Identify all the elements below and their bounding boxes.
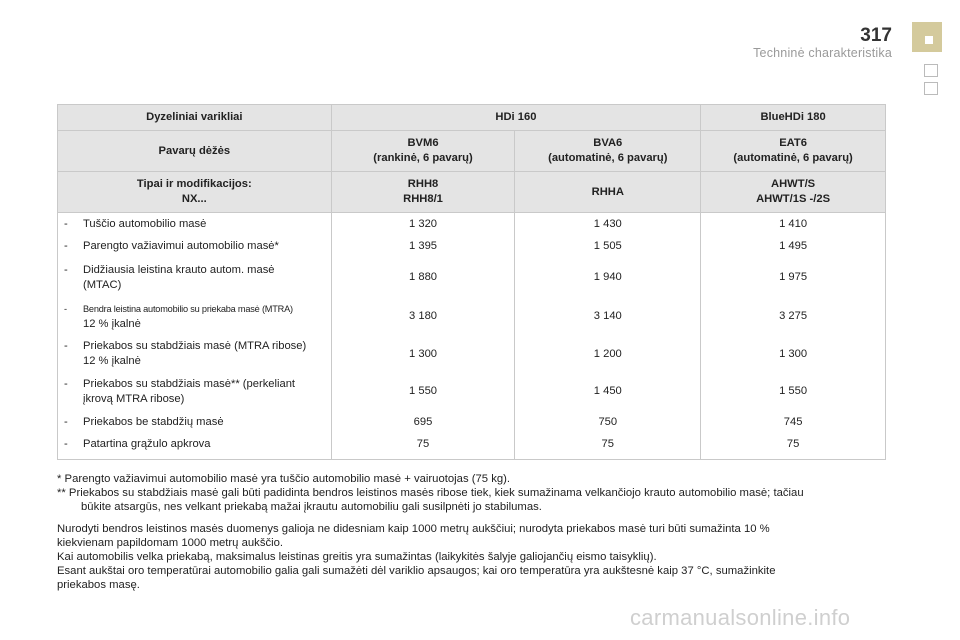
value-cell: 1 550	[331, 373, 515, 411]
table-row	[58, 258, 886, 298]
row-label-text: Priekabos be stabdžių masė	[83, 415, 224, 428]
type-code: AHWT/1S -/2S	[756, 193, 831, 205]
row-label	[58, 336, 332, 373]
type-code: RHH8	[407, 178, 439, 190]
table-header-row	[58, 105, 886, 131]
value-cell: 1 300	[701, 336, 886, 373]
table-row	[58, 434, 886, 460]
table-row	[58, 236, 886, 258]
gearbox-code: EAT6	[779, 137, 807, 149]
type-cell: RHHA	[515, 172, 701, 213]
row-label	[58, 258, 332, 298]
paragraph-line: Esant aukštai oro temperatūrai automobilio galia gali sumažėti dėl variklio apsaugos; kai oro temperatūra yra aukštesnė kaip 37 °C, sumažinkite	[57, 565, 776, 577]
value-cell: 1 505	[515, 236, 701, 258]
types-label	[58, 172, 332, 213]
value-cell: 3 180	[331, 298, 515, 336]
paragraph-line: Kai automobilis velka priekabą, maksimalus leistinas greitis yra sumažintas (laikykitės šalyje galiojančių eismo taisyklių).	[57, 551, 657, 563]
table-header-row	[58, 131, 886, 172]
paragraph-line: priekabos masę.	[57, 579, 140, 591]
row-label-text: įkrovą MTRA ribose)	[83, 392, 185, 405]
value-cell: 745	[701, 411, 886, 434]
value-cell: 1 450	[515, 373, 701, 411]
row-dash: -	[64, 437, 68, 450]
value-cell: 75	[701, 434, 886, 460]
footnote: ** Priekabos su stabdžiais masė gali būti padidinta bendros leistinos masės ribose tiek, kiek sumažinama velkančiojo krauto automobilio masė; tačiau	[57, 487, 804, 499]
chapter-box-icon	[924, 64, 938, 77]
table-row	[58, 411, 886, 434]
gearbox-desc: (automatinė, 6 pavarų)	[733, 152, 853, 164]
type-cell	[701, 172, 886, 213]
row-label-text: 12 % įkalnė	[83, 355, 141, 367]
paragraph	[57, 522, 897, 592]
value-cell: 1 300	[331, 336, 515, 373]
value-cell: 1 410	[701, 213, 886, 236]
chapter-tab	[912, 22, 942, 52]
value-cell: 3 275	[701, 298, 886, 336]
value-cell: 1 430	[515, 213, 701, 236]
row-dash: -	[64, 303, 67, 314]
value-cell: 75	[331, 434, 515, 460]
engine-hdi160: HDi 160	[331, 105, 701, 131]
row-label	[58, 411, 332, 434]
row-label	[58, 373, 332, 411]
paragraph-line: Nurodyti bendros leistinos masės duomenys galioja ne didesniam kaip 1000 metrų aukščiui; nurodyta priekabos masė turi būti sumažinta 10 %	[57, 523, 770, 535]
value-cell: 695	[331, 411, 515, 434]
footnote: būkite atsargūs, nes velkant priekabą mažai įkrautu automobiliu gali susilpnėti jo stabilumas.	[81, 501, 542, 513]
value-cell: 1 550	[701, 373, 886, 411]
value-cell: 750	[515, 411, 701, 434]
type-code: RHH8/1	[403, 193, 443, 205]
gearbox-desc: (rankinė, 6 pavarų)	[373, 152, 473, 164]
row-label-text: Parengto važiavimui automobilio masė*	[83, 240, 279, 252]
gearbox-cell	[331, 131, 515, 172]
value-cell: 3 140	[515, 298, 701, 336]
row-label	[58, 434, 332, 460]
row-label-text: Tuščio automobilio masė	[83, 217, 207, 230]
row-label-text: Priekabos su stabdžiais masė (MTRA ribose)	[83, 340, 307, 352]
types-label-line: NX...	[181, 193, 207, 205]
watermark: carmanualsonline.info	[630, 605, 851, 630]
weights-table	[57, 104, 886, 460]
engine-bluehdi180: BlueHDi 180	[701, 105, 886, 131]
value-cell: 1 495	[701, 236, 886, 258]
row-dash: -	[64, 377, 68, 390]
row-dash: -	[64, 240, 68, 252]
row-dash: -	[64, 415, 68, 428]
gearbox-desc: (automatinė, 6 pavarų)	[548, 152, 668, 164]
row-label	[58, 213, 332, 236]
gearbox-cell	[515, 131, 701, 172]
section-title: Techninė charakteristika	[753, 46, 892, 60]
types-label-line: Tipai ir modifikacijos:	[136, 178, 252, 190]
row-label	[58, 236, 332, 258]
table-header-row	[58, 172, 886, 213]
table-row	[58, 373, 886, 411]
gearbox-code: BVA6	[593, 137, 623, 149]
row-label-text: (MTAC)	[83, 278, 122, 291]
table-row	[58, 298, 886, 336]
row-dash: -	[64, 263, 68, 276]
gearbox-cell	[701, 131, 886, 172]
row-label-text: Patartina grąžulo apkrova	[83, 437, 211, 450]
value-cell: 1 395	[331, 236, 515, 258]
gearbox-label: Pavarų dėžės	[58, 131, 332, 172]
row-dash: -	[64, 217, 68, 230]
value-cell: 1 975	[701, 258, 886, 298]
value-cell: 1 200	[515, 336, 701, 373]
table-row	[58, 336, 886, 373]
value-cell: 1 880	[331, 258, 515, 298]
paragraph-line: kiekvienam papildomam 1000 metrų aukščio.	[57, 537, 284, 549]
page-number: 317	[860, 25, 892, 46]
gearbox-code: BVM6	[407, 137, 439, 149]
row-label-text: Didžiausia leistina krauto autom. masė	[83, 263, 275, 276]
value-cell: 1 320	[331, 213, 515, 236]
table-row	[58, 213, 886, 236]
type-cell	[331, 172, 515, 213]
chapter-box-icon	[924, 82, 938, 95]
row-label-text: 12 % įkalnė	[83, 317, 141, 330]
value-cell: 75	[515, 434, 701, 460]
footnote: * Parengto važiavimui automobilio masė yra tuščio automobilio masė + vairuotojas (75 kg).	[57, 473, 511, 485]
type-code: AHWT/S	[771, 178, 816, 190]
row-label-text: Priekabos su stabdžiais masė** (perkeliant	[83, 377, 296, 390]
engines-label: Dyzeliniai varikliai	[58, 105, 332, 131]
footnotes	[57, 472, 897, 592]
chapter-tab-marker-icon	[925, 36, 933, 44]
row-dash: -	[64, 340, 68, 352]
row-label-text: Bendra leistina automobilio su priekaba masė (MTRA)	[83, 303, 293, 314]
row-label	[58, 298, 332, 336]
value-cell: 1 940	[515, 258, 701, 298]
